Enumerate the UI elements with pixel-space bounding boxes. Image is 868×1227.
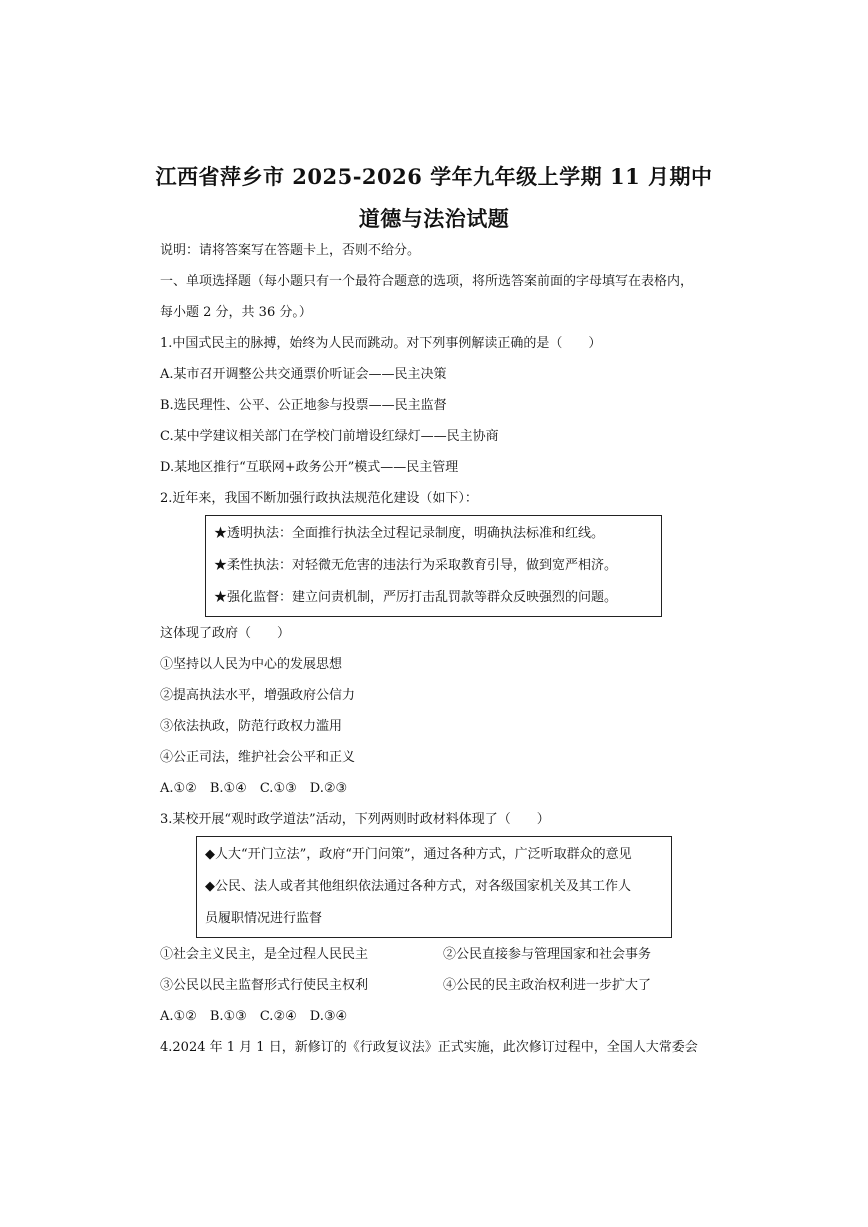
material-item: ◆公民、法人或者其他组织依法通过各种方式，对各级国家机关及其工作人 (205, 879, 631, 894)
question-4-stem: 4.2024 年 1 月 1 日，新修订的《行政复议法》正式实施，此次修订过程中，全国人大常委会 (160, 1040, 698, 1055)
question-2-statement-1: ①坚持以人民为中心的发展思想 (160, 657, 343, 672)
instructions-note: 说明：请将答案写在答题卡上，否则不给分。 (160, 243, 421, 258)
question-3-statement-4: ④公民的民主政治权利进一步扩大了 (443, 978, 652, 993)
question-2-material-box (205, 515, 662, 617)
question-3-statement-1: ①社会主义民主，是全过程人民民主 (160, 947, 369, 962)
material-item: ◆人大“开门立法”，政府“开门问策”，通过各种方式，广泛听取群众的意见 (205, 847, 632, 862)
exam-subtitle: 道德与法治试题 (358, 206, 510, 231)
exam-title: 江西省萍乡市 2025-2026 学年九年级上学期 11 月期中 (155, 164, 713, 189)
question-2-prompt: 这体现了政府（ ） (160, 626, 291, 641)
question-1-option-d: D.某地区推行“互联网+政务公开”模式——民主管理 (160, 460, 459, 475)
material-item: ★透明执法：全面推行执法全过程记录制度，明确执法标准和红线。 (214, 526, 605, 541)
question-2-statement-3: ③依法执政，防范行政权力滥用 (160, 719, 343, 734)
section-heading-cont: 每小题 2 分，共 36 分。） (160, 305, 312, 320)
question-3-material-box (196, 836, 672, 938)
question-2-stem: 2.近年来，我国不断加强行政执法规范化建设（如下）： (160, 491, 478, 506)
material-item: ★柔性执法：对轻微无危害的违法行为采取教育引导，做到宽严相济。 (214, 558, 618, 573)
question-3-statement-2: ②公民直接参与管理国家和社会事务 (443, 947, 652, 962)
question-2-statement-2: ②提高执法水平，增强政府公信力 (160, 688, 356, 703)
section-heading: 一、单项选择题（每小题只有一个最符合题意的选项，将所选答案前面的字母填写在表格内， (160, 274, 694, 289)
question-2-choices: A.①② B.①④ C.①③ D.②③ (160, 781, 348, 796)
question-1-option-a: A.某市召开调整公共交通票价听证会——民主决策 (160, 367, 447, 382)
question-3-statement-3: ③公民以民主监督形式行使民主权利 (160, 978, 369, 993)
question-1-option-b: B.选民理性、公平、公正地参与投票——民主监督 (160, 398, 447, 413)
material-item: ★强化监督：建立问责机制，严厉打击乱罚款等群众反映强烈的问题。 (214, 590, 618, 605)
question-1-stem: 1.中国式民主的脉搏，始终为人民而跳动。对下列事例解读正确的是（ ） (160, 336, 602, 351)
question-1-option-c: C.某中学建议相关部门在学校门前增设红绿灯——民主协商 (160, 429, 499, 444)
material-item: 员履职情况进行监督 (205, 911, 323, 926)
question-3-choices: A.①② B.①③ C.②④ D.③④ (160, 1009, 348, 1024)
question-3-stem: 3.某校开展“观时政学道法”活动，下列两则时政材料体现了（ ） (160, 812, 550, 827)
question-2-statement-4: ④公正司法，维护社会公平和正义 (160, 750, 356, 765)
